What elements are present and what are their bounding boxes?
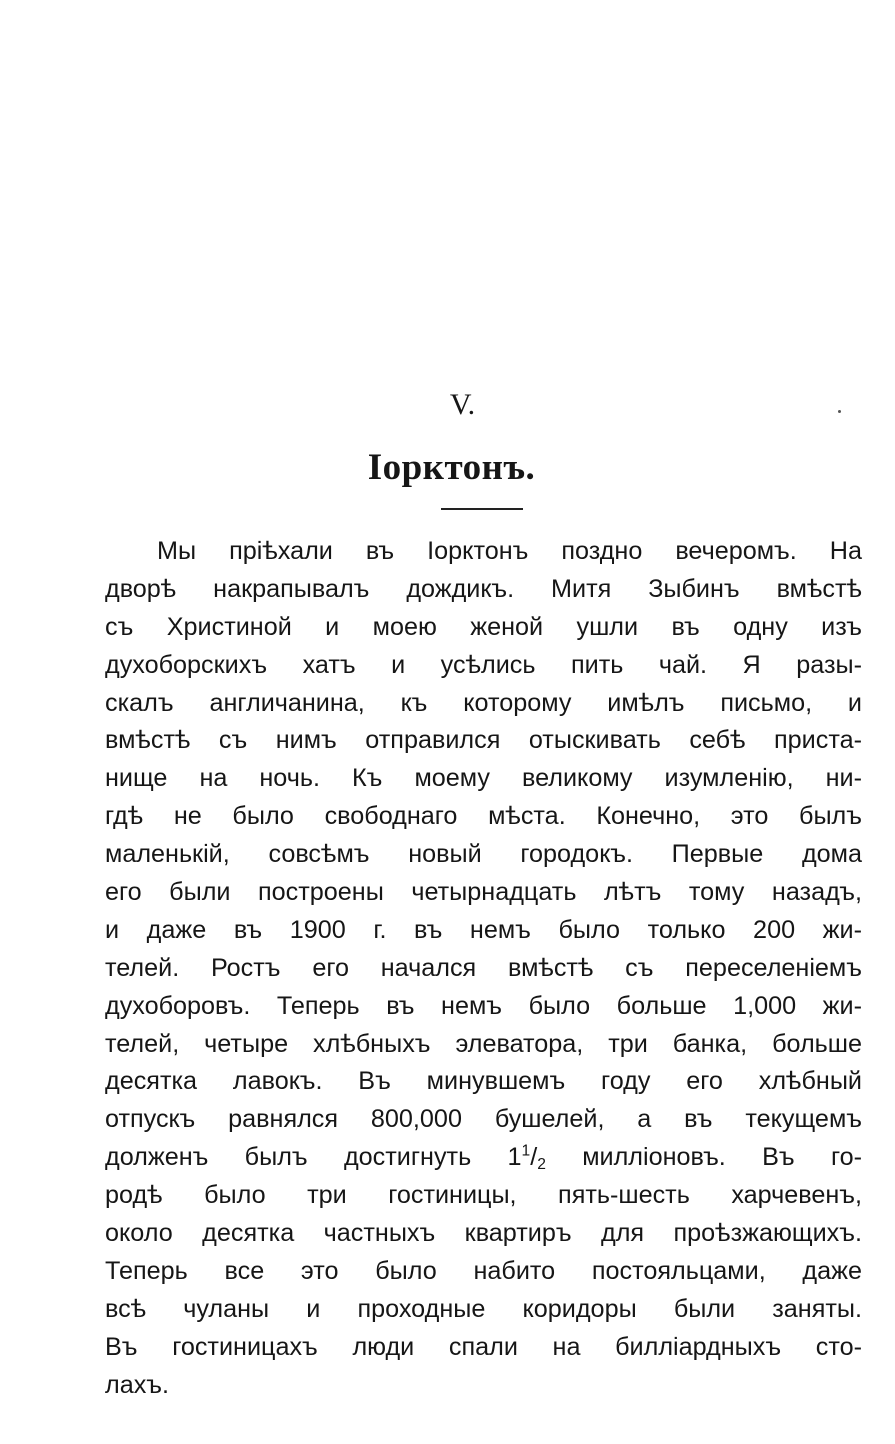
- text-line: нище на ночь. Къ моему великому изумленію, ни-: [105, 764, 862, 793]
- title-divider: [441, 508, 523, 510]
- line-segment: миллiоновъ. Въ го-: [582, 1143, 862, 1172]
- text-line: телей, четыре хлѣбныхъ элеватора, три банка, больше: [105, 1029, 862, 1058]
- text-line: около десятка частныхъ квартиръ для проѣзжающихъ.: [105, 1219, 862, 1248]
- chapter-number: V.: [449, 388, 476, 421]
- text-line: отпускъ равнялся 800,000 бушелей, а въ текущемъ: [105, 1105, 862, 1134]
- text-line: дворѣ накрапывалъ дождикъ. Митя Зыбинъ вмѣстѣ: [105, 574, 862, 603]
- print-speck: [838, 410, 841, 413]
- text-line: всѣ чуланы и проходные коридоры были заняты.: [105, 1294, 862, 1323]
- text-line: его были построены четырнадцать лѣтъ тому назадъ,: [105, 878, 862, 907]
- text-line: лахъ.: [105, 1370, 170, 1399]
- text-line: духоборовъ. Теперь въ немъ было больше 1,000 жи-: [105, 991, 862, 1020]
- fraction-whole: 1: [507, 1143, 522, 1172]
- text-line: вмѣстѣ съ нимъ отправился отыскивать себѣ приста-: [105, 726, 862, 755]
- fraction-slash: /: [530, 1143, 538, 1172]
- text-line: Въ гостиницахъ люди спали на билліардныхъ сто-: [105, 1332, 862, 1361]
- text-line: десятка лавокъ. Въ минувшемъ году его хлѣбный: [105, 1067, 862, 1096]
- fraction: [507, 1142, 546, 1174]
- text-line-with-fraction: [105, 1139, 862, 1177]
- fraction-denominator: 2: [537, 1156, 546, 1174]
- text-line: съ Христиной и моею женой ушли въ одну изъ: [105, 612, 862, 641]
- text-line: и даже въ 1900 г. въ немъ было только 200 жи-: [105, 915, 862, 944]
- fraction-numerator: 1: [521, 1142, 531, 1160]
- line-segment: долженъ былъ достигнуть: [105, 1143, 472, 1172]
- chapter-title: Іорктонъ.: [367, 447, 536, 488]
- text-line: маленькій, совсѣмъ новый городокъ. Первые дома: [105, 840, 862, 869]
- text-line: гдѣ не было свободнаго мѣста. Конечно, это былъ: [105, 802, 862, 831]
- text-line: телей. Ростъ его начался вмѣстѣ съ переселеніемъ: [105, 953, 862, 982]
- text-line: Мы пріѣхали въ Іорктонъ поздно вечеромъ. На: [157, 537, 862, 565]
- text-line: духоборскихъ хатъ и усѣлись пить чай. Я разы-: [105, 650, 862, 679]
- text-line: Теперь все это было набито постояльцами, даже: [105, 1256, 862, 1285]
- chapter-paragraph: [105, 533, 862, 1404]
- text-line: скалъ англичанина, къ которому имѣлъ письмо, и: [105, 688, 862, 717]
- text-line: родѣ было три гостиницы, пять-шесть харчевенъ,: [105, 1181, 862, 1210]
